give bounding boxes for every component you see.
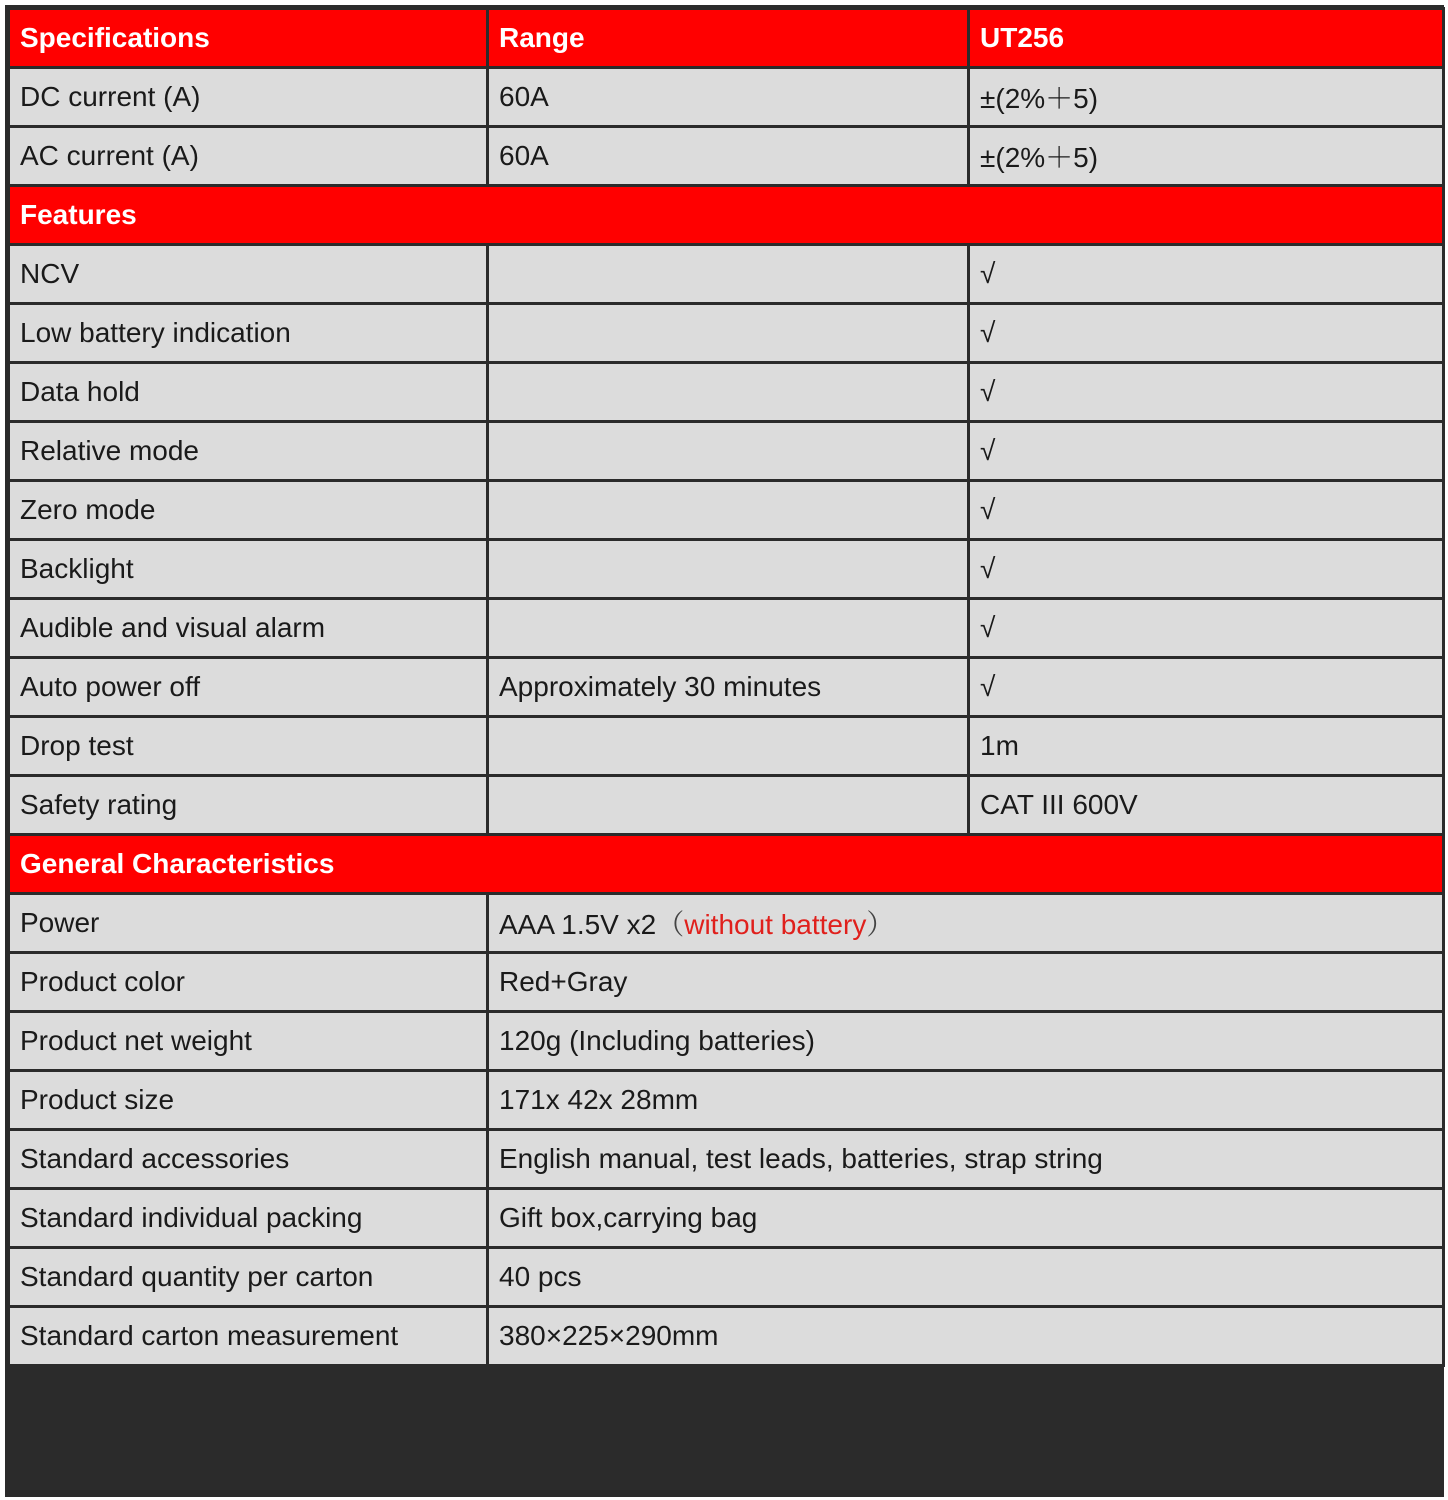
- general-value: 171x 42x 28mm: [488, 1071, 1444, 1130]
- feature-name: Backlight: [9, 540, 488, 599]
- paren-open: （: [656, 909, 685, 940]
- spec-value: ±(2%＋5): [969, 127, 1444, 186]
- general-name: Standard individual packing: [9, 1189, 488, 1248]
- feature-range: Approximately 30 minutes: [488, 658, 969, 717]
- header-model: UT256: [969, 9, 1444, 68]
- feature-name: Relative mode: [9, 422, 488, 481]
- feature-value: √: [969, 304, 1444, 363]
- feature-value: √: [969, 658, 1444, 717]
- general-name: Product color: [9, 953, 488, 1012]
- feature-value: √: [969, 245, 1444, 304]
- table-row: [9, 363, 1444, 422]
- table-row: [9, 953, 1444, 1012]
- table-row: [9, 1307, 1444, 1366]
- table-row: [9, 717, 1444, 776]
- feature-value: √: [969, 599, 1444, 658]
- general-name: Standard accessories: [9, 1130, 488, 1189]
- general-value-power: [488, 894, 1444, 953]
- feature-name: Zero mode: [9, 481, 488, 540]
- power-value: AAA 1.5V x2: [499, 909, 657, 940]
- feature-value: √: [969, 481, 1444, 540]
- general-value: Gift box,carrying bag: [488, 1189, 1444, 1248]
- general-value: 40 pcs: [488, 1248, 1444, 1307]
- spec-value: ±(2%＋5): [969, 68, 1444, 127]
- table-row: [9, 304, 1444, 363]
- feature-range: [488, 599, 969, 658]
- general-name: Power: [9, 894, 488, 953]
- table-row: [9, 776, 1444, 835]
- general-name: Standard quantity per carton: [9, 1248, 488, 1307]
- general-header-row: [9, 835, 1444, 894]
- feature-value: 1m: [969, 717, 1444, 776]
- general-name: Standard carton measurement: [9, 1307, 488, 1366]
- feature-range: [488, 717, 969, 776]
- spec-table: [7, 7, 1445, 1367]
- feature-value: CAT III 600V: [969, 776, 1444, 835]
- table-row: [9, 599, 1444, 658]
- spec-name: AC current (A): [9, 127, 488, 186]
- feature-range: [488, 363, 969, 422]
- general-name: Product size: [9, 1071, 488, 1130]
- feature-range: [488, 245, 969, 304]
- table-row: [9, 1248, 1444, 1307]
- general-value: Red+Gray: [488, 953, 1444, 1012]
- feature-name: Auto power off: [9, 658, 488, 717]
- feature-name: Data hold: [9, 363, 488, 422]
- power-note: without battery: [684, 909, 867, 940]
- feature-name: Low battery indication: [9, 304, 488, 363]
- table-row: [9, 894, 1444, 953]
- header-range: Range: [488, 9, 969, 68]
- feature-name: NCV: [9, 245, 488, 304]
- section-title-features: Features: [9, 186, 1444, 245]
- paren-close: ）: [866, 909, 895, 940]
- general-value: English manual, test leads, batteries, strap string: [488, 1130, 1444, 1189]
- spec-sheet: [5, 5, 1444, 1497]
- section-title-general: General Characteristics: [9, 835, 1444, 894]
- table-row: [9, 540, 1444, 599]
- general-value: 120g (Including batteries): [488, 1012, 1444, 1071]
- feature-name: Safety rating: [9, 776, 488, 835]
- spec-range: 60A: [488, 127, 969, 186]
- spec-name: DC current (A): [9, 68, 488, 127]
- feature-value: √: [969, 540, 1444, 599]
- table-row: [9, 422, 1444, 481]
- feature-range: [488, 540, 969, 599]
- specifications-header-row: [9, 9, 1444, 68]
- general-name: Product net weight: [9, 1012, 488, 1071]
- table-row: [9, 1189, 1444, 1248]
- table-row: [9, 1130, 1444, 1189]
- feature-name: Audible and visual alarm: [9, 599, 488, 658]
- feature-value: √: [969, 363, 1444, 422]
- spec-range: 60A: [488, 68, 969, 127]
- feature-range: [488, 304, 969, 363]
- table-row: [9, 245, 1444, 304]
- feature-range: [488, 776, 969, 835]
- table-row: [9, 481, 1444, 540]
- table-row: [9, 658, 1444, 717]
- table-row: [9, 1012, 1444, 1071]
- features-header-row: [9, 186, 1444, 245]
- general-value: 380×225×290mm: [488, 1307, 1444, 1366]
- feature-range: [488, 422, 969, 481]
- table-row: [9, 68, 1444, 127]
- table-row: [9, 1071, 1444, 1130]
- feature-range: [488, 481, 969, 540]
- table-row: [9, 127, 1444, 186]
- header-specifications: Specifications: [9, 9, 488, 68]
- feature-name: Drop test: [9, 717, 488, 776]
- feature-value: √: [969, 422, 1444, 481]
